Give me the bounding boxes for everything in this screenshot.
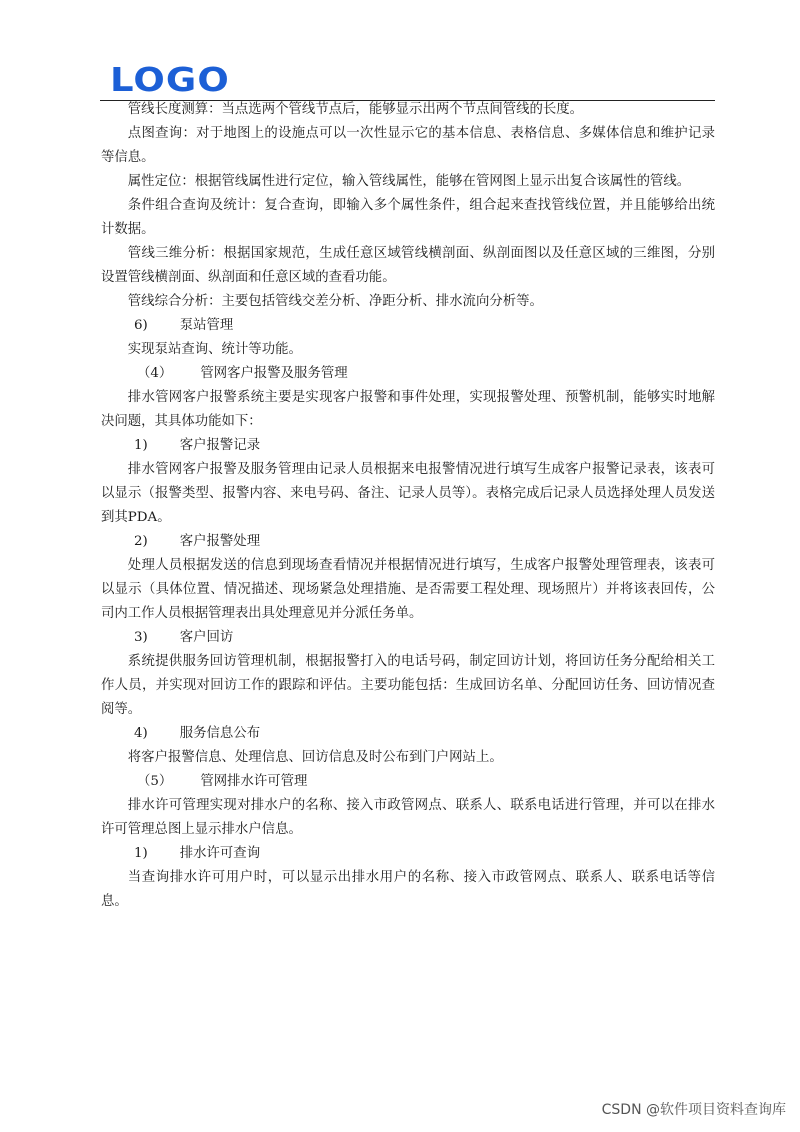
- list-number: 1): [134, 438, 148, 453]
- list-number: 4): [134, 726, 148, 741]
- list-number: 2): [134, 534, 148, 549]
- paragraph-comprehensive-analysis: 管线综合分析：主要包括管线交差分析、净距分析、排水流向分析等。: [127, 294, 543, 309]
- section-number: （4）: [137, 366, 173, 381]
- watermark: CSDN @软件项目资料查询库: [601, 1102, 786, 1118]
- list-item-service-info: [101, 722, 715, 746]
- paragraph-drainage-permit: 排水许可管理实现对排水户的名称、接入市政管网点、联系人、联系电话进行管理，并可以在排水许可管理总图上显示排水户信息。: [101, 798, 715, 837]
- paragraph-combined-query: 条件组合查询及统计：复合查询，即输入多个属性条件，组合起来查找管线位置，并且能够给出统计数据。: [101, 198, 715, 237]
- section-number: （5）: [137, 774, 173, 789]
- list-item-alarm-handling: [101, 530, 715, 554]
- paragraph-3d-analysis: 管线三维分析：根据国家规范，生成任意区域管线横剖面、纵剖面图以及任意区域的三维图，分别设置管线横剖面、纵剖面和任意区域的查看功能。: [101, 246, 715, 285]
- paragraph-customer-callback: 系统提供服务回访管理机制，根据报警打入的电话号码，制定回访计划，将回访任务分配给相关工作人员，并实现对回访工作的跟踪和评估。主要功能包括：生成回访名单、分配回访任务、回访情况查阅等。: [101, 654, 715, 717]
- list-label: 排水许可查询: [179, 846, 261, 861]
- list-label: 客户回访: [179, 630, 234, 645]
- list-label: 客户报警处理: [179, 534, 261, 549]
- paragraph-alarm-handling: 处理人员根据发送的信息到现场查看情况并根据情况进行填写，生成客户报警处理管理表，该表可以显示（具体位置、情况描述、现场紧急处理措施、是否需要工程处理、现场照片）并将该表回传，公司内工作人员根据管理表出具处理意见并分派任务单。: [101, 558, 715, 621]
- list-number: 1): [134, 846, 148, 861]
- list-label: 客户报警记录: [179, 438, 261, 453]
- logo: LOGO: [110, 60, 230, 99]
- paragraph-alarm-record: 排水管网客户报警及服务管理由记录人员根据来电报警情况进行填写生成客户报警记录表，该表可以显示（报警类型、报警内容、来电号码、备注、记录人员等）。表格完成后记录人员选择处理人员发送到其PDA。: [101, 462, 715, 525]
- list-item-customer-callback: [101, 626, 715, 650]
- document-body: [101, 98, 715, 914]
- paragraph-pump-station: 实现泵站查询、统计等功能。: [127, 342, 302, 357]
- paragraph-attribute-location: 属性定位：根据管线属性进行定位，输入管线属性，能够在管网图上显示出复合该属性的管线。: [127, 174, 691, 189]
- paragraph-service-info: 将客户报警信息、处理信息、回访信息及时公布到门户网站上。: [127, 750, 503, 765]
- list-item-alarm-record: [101, 434, 715, 458]
- list-label: 服务信息公布: [179, 726, 261, 741]
- paragraph-alarm-system: 排水管网客户报警系统主要是实现客户报警和事件处理，实现报警处理、预警机制，能够实时地解决问题，其具体功能如下：: [101, 390, 715, 429]
- list-number: 6): [134, 318, 148, 333]
- list-item-pump-station: [101, 314, 715, 338]
- paragraph-pipe-length: 管线长度测算：当点选两个管线节点后，能够显示出两个节点间管线的长度。: [127, 102, 584, 117]
- list-number: 3): [134, 630, 148, 645]
- list-item-permit-query: [101, 842, 715, 866]
- section-title: 管网客户报警及服务管理: [200, 366, 348, 381]
- paragraph-permit-query: 当查询排水许可用户时，可以显示出排水用户的名称、接入市政管网点、联系人、联系电话等信息。: [101, 870, 715, 909]
- section-title: 管网排水许可管理: [200, 774, 308, 789]
- list-label: 泵站管理: [179, 318, 234, 333]
- paragraph-point-query: 点图查询：对于地图上的设施点可以一次性显示它的基本信息、表格信息、多媒体信息和维护记录等信息。: [101, 126, 715, 165]
- section-heading-4: [101, 362, 715, 386]
- section-heading-5: [101, 770, 715, 794]
